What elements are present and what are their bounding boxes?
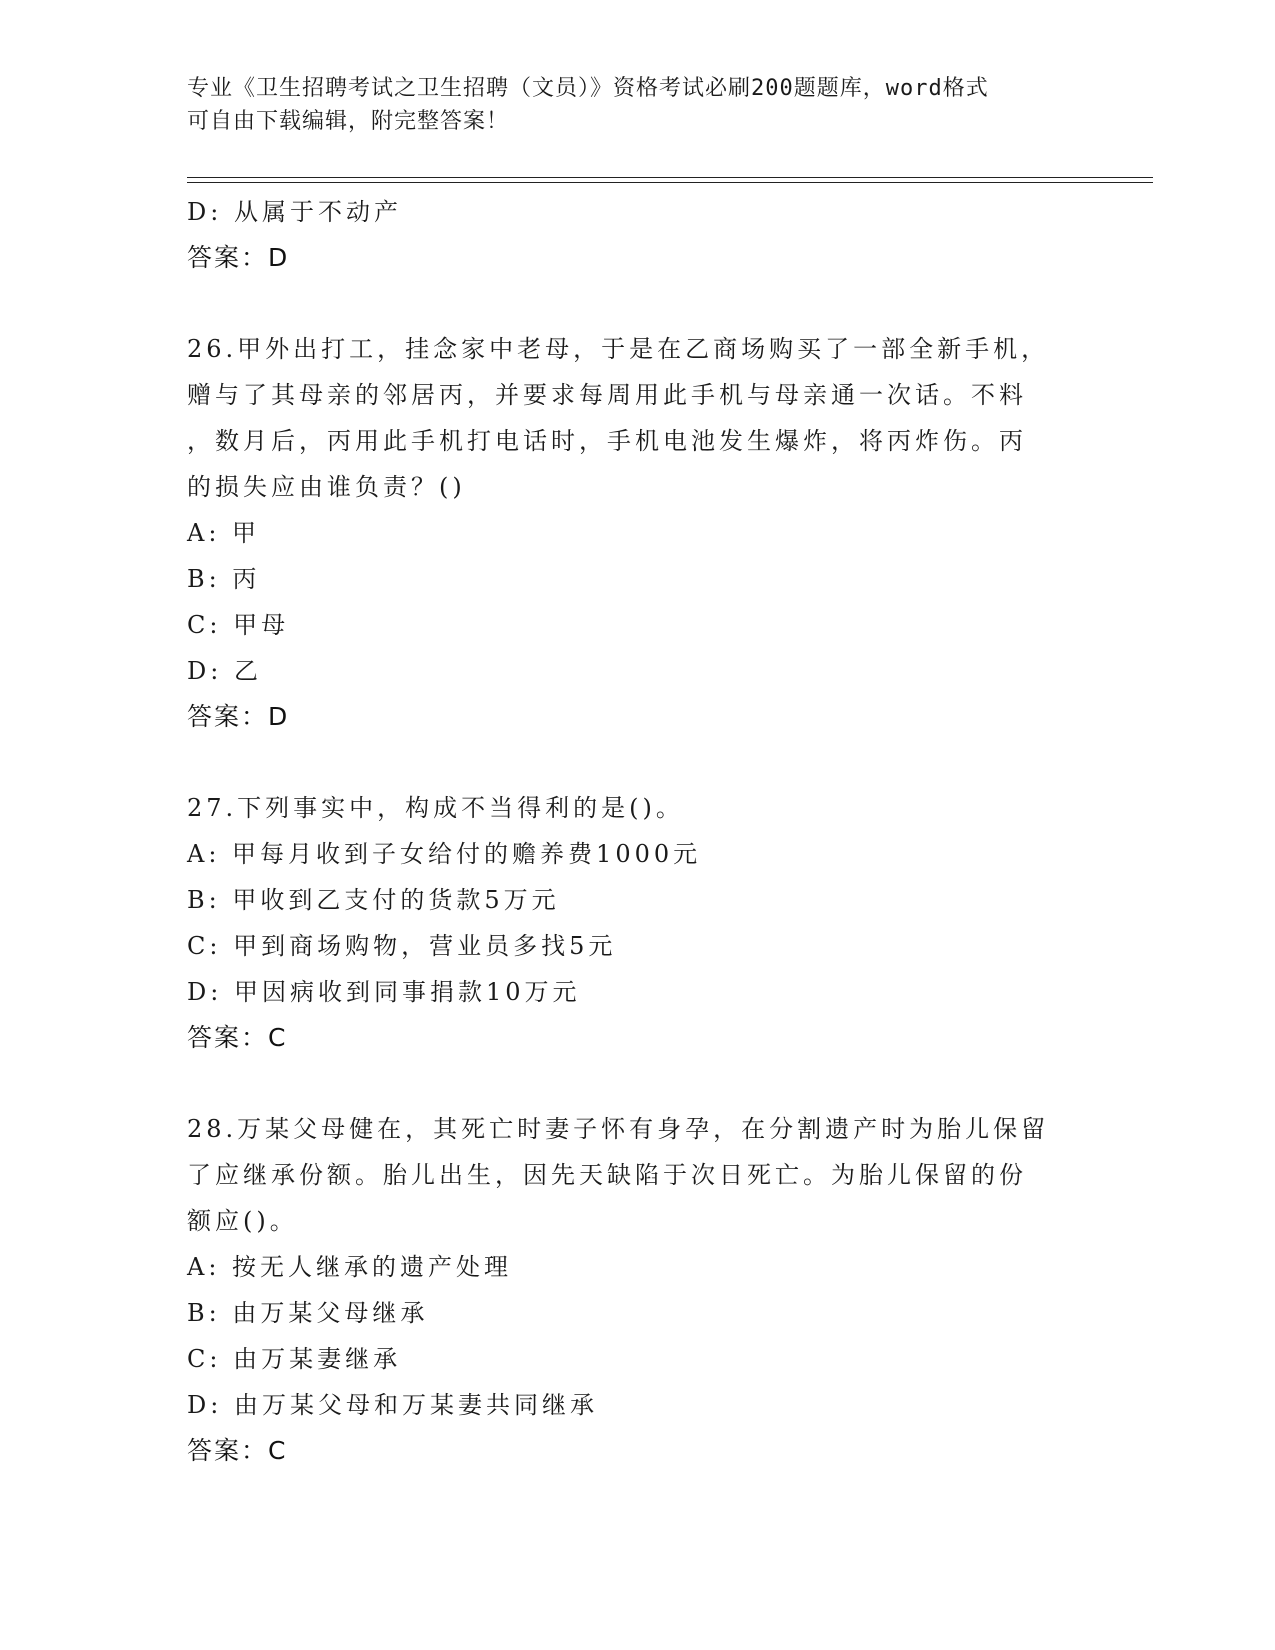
option-a: A: 按无人继承的遗产处理 <box>187 1253 513 1281</box>
document-header <box>187 72 1067 138</box>
spacer <box>187 1061 1087 1106</box>
header-divider-top <box>187 177 1153 178</box>
option-c: C: 由万某妻继承 <box>187 1345 402 1373</box>
header-title-line-2: 可自由下载编辑，附完整答案！ <box>187 109 510 134</box>
answer-line: 答案：D <box>187 702 290 731</box>
spacer <box>187 740 1087 785</box>
option-c: C: 甲母 <box>187 611 290 639</box>
option-d: D: 乙 <box>187 657 262 685</box>
option-d: D: 甲因病收到同事捐款10万元 <box>187 978 581 1006</box>
answer-line: 答案：C <box>187 1023 288 1052</box>
spacer <box>187 281 1087 326</box>
previous-question-tail <box>187 189 1087 281</box>
header-divider-bottom <box>187 182 1153 183</box>
option-a: A: 甲 <box>187 519 261 547</box>
answer-line: 答案：C <box>187 1436 288 1465</box>
question-text-line: 的损失应由谁负责？() <box>187 473 466 501</box>
question-text <box>187 1106 1087 1244</box>
option-d: D: 从属于不动产 <box>187 198 402 226</box>
question-list <box>187 189 1087 1474</box>
option-b: B: 由万某父母继承 <box>187 1299 429 1327</box>
question-text <box>187 785 1087 831</box>
question-27 <box>187 785 1087 1061</box>
answer-line: 答案：D <box>187 243 290 272</box>
option-b: B: 甲收到乙支付的货款5万元 <box>187 886 560 914</box>
question-text-line: ，数月后，丙用此手机打电话时，手机电池发生爆炸，将丙炸伤。丙 <box>187 427 1027 455</box>
question-text-line: 26.甲外出打工，挂念家中老母，于是在乙商场购买了一部全新手机， <box>187 335 1050 363</box>
question-text-line: 额应()。 <box>187 1207 298 1235</box>
question-text-line: 了应继承份额。胎儿出生，因先天缺陷于次日死亡。为胎儿保留的份 <box>187 1161 1027 1189</box>
question-text-line: 27.下列事实中，构成不当得利的是()。 <box>187 794 684 822</box>
question-text <box>187 326 1087 510</box>
question-26 <box>187 326 1087 740</box>
question-text-line: 赠与了其母亲的邻居丙，并要求每周用此手机与母亲通一次话。不料 <box>187 381 1027 409</box>
header-title-line-1: 专业《卫生招聘考试之卫生招聘（文员）》资格考试必刷200题题库，word格式 <box>187 76 989 101</box>
option-b: B: 丙 <box>187 565 261 593</box>
option-c: C: 甲到商场购物，营业员多找5元 <box>187 932 617 960</box>
question-text-line: 28.万某父母健在，其死亡时妻子怀有身孕，在分割遗产时为胎儿保留 <box>187 1115 1050 1143</box>
option-d: D: 由万某父母和万某妻共同继承 <box>187 1391 598 1419</box>
question-28 <box>187 1106 1087 1474</box>
option-a: A: 甲每月收到子女给付的赡养费1000元 <box>187 840 702 868</box>
